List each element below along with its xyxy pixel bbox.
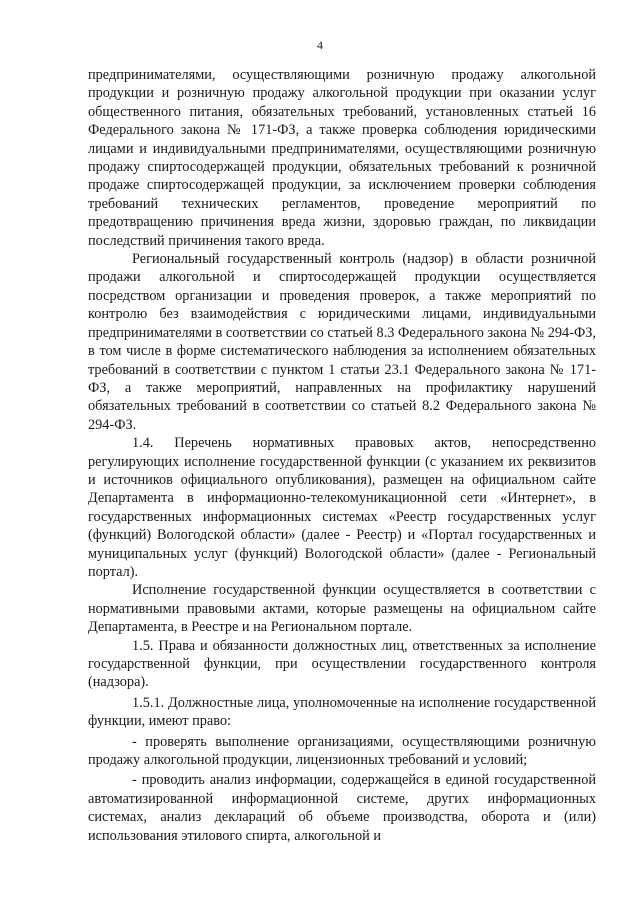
page-number: 4 [317, 38, 323, 52]
list-item-analyze-information: - проводить анализ информации, содержащейся в единой государственной автоматизированной информационной системе, других информационных системах, анализ деклараций об объеме производства, оборота и (или) использования этилового спирта, алкогольной и [88, 772, 596, 844]
list-item-check-compliance: - проверять выполнение организациями, осуществляющими розничную продажу алкогольной продукции, лицензионных требований и условий; [88, 733, 596, 769]
paragraph-execution: Исполнение государственной функции осуществляется в соответствии с нормативными правовыми актами, которые размещены на официальном сайте Департамента, в Реестре и на Региональном портале. [88, 582, 596, 636]
paragraph-continuation: предпринимателями, осуществляющими розничную продажу алкогольной продукции и розничную продажу алкогольной продукции при оказании услуг общественного питания, обязательных требований, установленных статьей 16 Федерального закона № 171-ФЗ, а также проверка соблюдения юридическими лицами и индивидуальными предпринимателями, осуществляющими розничную продажу спиртосодержащей продукции, обязательных требований к розничной продаже спиртосодержащей продукции, за исключением проверки соблюдения требований технических регламентов, проведение мероприятий по предотвращению причинения вреда жизни, здоровью граждан, по ликвидации последствий причинения такого вреда. [88, 67, 596, 249]
paragraph-1-5: 1.5. Права и обязанности должностных лиц, ответственных за исполнение государственной функции, при осуществлении государственного контроля (надзора). [88, 637, 596, 691]
paragraph-1-4: 1.4. Перечень нормативных правовых актов, непосредственно регулирующих исполнение государственной функции (с указанием их реквизитов и источников официального опубликования), размещен на официальном сайте Департамента в информационно-телекомуникационной сети «Интернет», в государственных информационных системах «Реестр государственных услуг (функций) Вологодской области» (далее - Реестр) и «Портал государственных и муниципальных услуг (функций) Вологодской области» (далее - Региональный портал). [88, 435, 596, 580]
document-body [88, 66, 596, 845]
paragraph-regional-control: Региональный государственный контроль (надзор) в области розничной продажи алкогольной и спиртосодержащей продукции осуществляется посредством организации и проведения проверок, а также мероприятий по контролю без взаимодействия с юридическими лицами, индивидуальными предпринимателями в соответствии со статьей 8.3 Федерального закона № 294-ФЗ, в том числе в форме систематического наблюдения за исполнением обязательных требований в соответствии с пунктом 1 статьи 23.1 Федерального закона № 171-ФЗ, а также мероприятий, направленных на профилактику нарушений обязательных требований в соответствии со статьей 8.2 Федерального закона № 294-ФЗ. [88, 251, 596, 433]
paragraph-1-5-1: 1.5.1. Должностные лица, уполномоченные на исполнение государственной функции, имеют право: [88, 694, 596, 730]
